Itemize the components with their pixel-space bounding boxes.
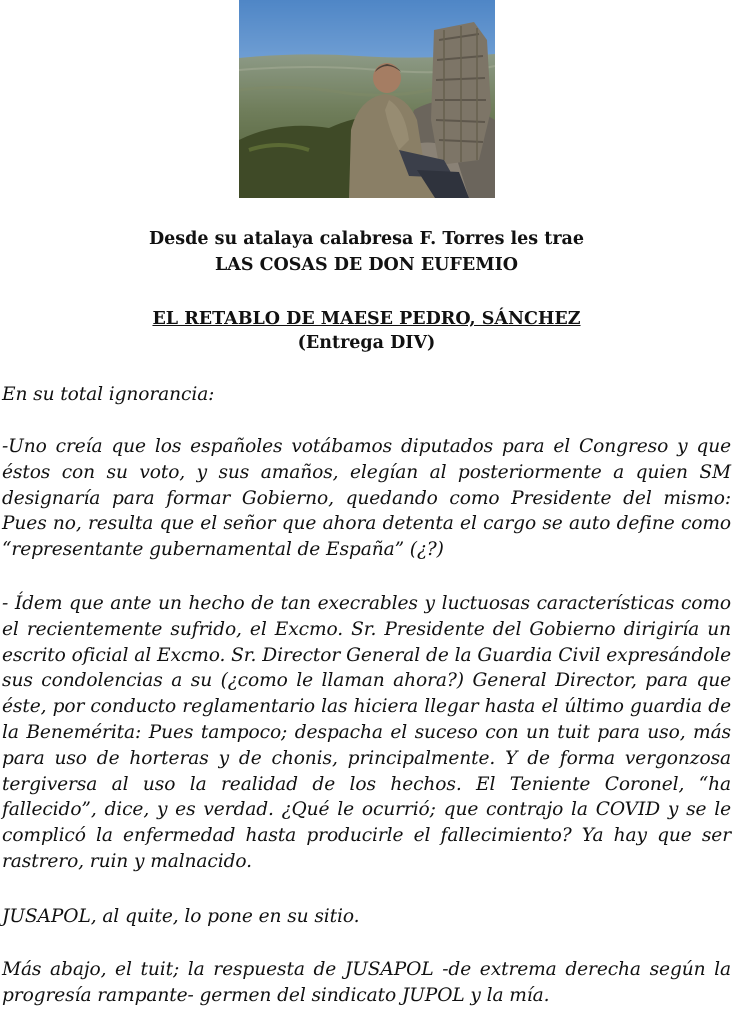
series-title: LAS COSAS DE DON EUFEMIO [214, 255, 518, 275]
article-title: EL RETABLO DE MAESE PEDRO, SÁNCHEZ [152, 309, 581, 329]
intro-line: Desde su atalaya calabresa F. Torres les trae [148, 229, 585, 249]
intro-paragraph: En su total ignorancia: [2, 384, 215, 405]
paragraph-congreso: -Uno creía que los españoles votábamos diputados para el Congreso y que éstos con su voto, y sus amaños, elegían al posteriormente a quien SM designaría para formar Gobierno, quedando como Presidente del mismo: Pues no, resulta que el señor que ahora detenta el cargo se auto define como “representante gubernamental de España” (¿?) [2, 436, 731, 561]
paragraph-jusapol: JUSAPOL, al quite, lo pone en su sitio. [2, 906, 360, 927]
paragraph-guardia-civil: - Ídem que ante un hecho de tan execrables y luctuosas características como el recientemente sufrido, el Excmo. Sr. Presidente del Gobierno dirigiría un escrito oficial al Excmo. Sr. Director General de la Guardia Civil expresándole sus condolencias a su (¿como le llaman ahora?) General Director, para que éste, por conducto reglamentario las hiciera llegar hasta el último guardia de la Benemérita: Pues tampoco; despacha el suceso con un tuit para uso, más para uso de horteras y de chonis, principalmente. Y de forma vergonzosa tergiversa al uso la realidad de los hechos. El Teniente Coronel, “ha fallecido”, dice, y es verdad. ¿Qué le ocurrió; que contrajo la COVID y se le complicó la enfermedad hasta producirle el fallecimiento? Ya hay que ser rastrero, ruin y malnacido. [2, 593, 731, 872]
article-subtitle: (Entrega DIV) [297, 333, 436, 353]
author-photo [239, 0, 495, 198]
paragraph-tuit: Más abajo, el tuit; la respuesta de JUSAPOL -de extrema derecha según la progresía rampante- germen del sindicato JUPOL y la mía. [2, 959, 731, 1006]
